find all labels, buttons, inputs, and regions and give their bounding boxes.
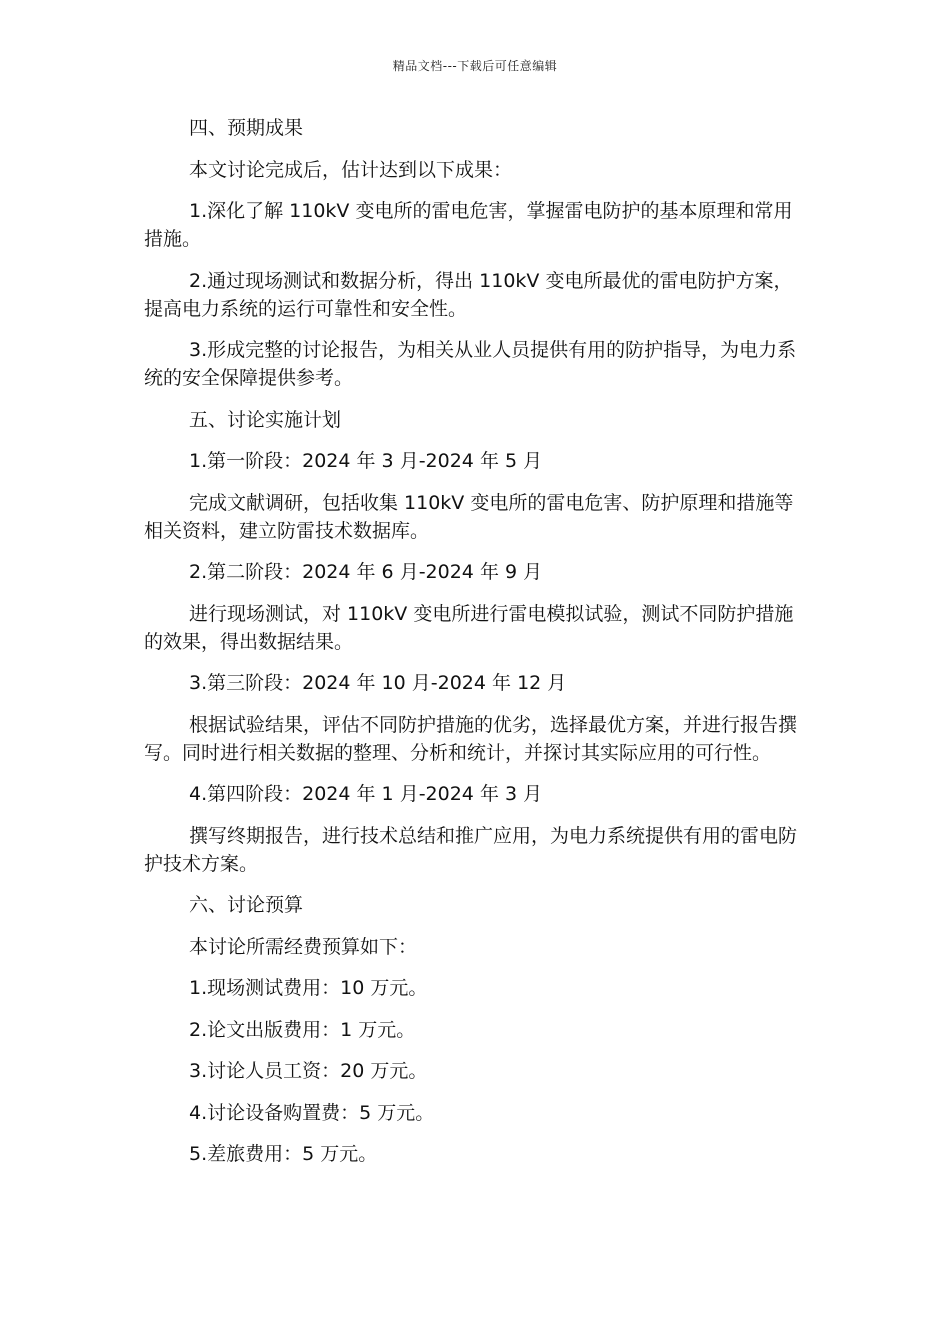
- paragraph: 撰写终期报告，进行技术总结和推广应用，为电力系统提供有用的雷电防护技术方案。: [144, 824, 798, 875]
- document-body: [144, 114, 806, 1182]
- budget-item: 5.差旅费用：5 万元。: [189, 1143, 378, 1165]
- paragraph: 本文讨论完成后，估计达到以下成果：: [189, 158, 513, 181]
- list-item: 2.通过现场测试和数据分析，得出 110kV 变电所最优的雷电防护方案，提高电力系统的运行可靠性和安全性。: [144, 269, 793, 320]
- paragraph: 完成文献调研，包括收集 110kV 变电所的雷电危害、防护原理和措施等相关资料，建立防雷技术数据库。: [144, 491, 794, 542]
- phase-title: 3.第三阶段：2024 年 10 月-2024 年 12 月: [189, 672, 567, 694]
- list-item: 3.形成完整的讨论报告，为相关从业人员提供有用的防护指导，为电力系统的安全保障提供参考。: [144, 339, 797, 389]
- budget-item: 1.现场测试费用：10 万元。: [189, 977, 428, 999]
- budget-item: 2.论文出版费用：1 万元。: [189, 1018, 416, 1041]
- phase-title: 2.第二阶段：2024 年 6 月-2024 年 9 月: [189, 561, 543, 583]
- list-item: 1.深化了解 110kV 变电所的雷电危害，掌握雷电防护的基本原理和常用措施。: [144, 200, 793, 250]
- phase-title: 1.第一阶段：2024 年 3 月-2024 年 5 月: [189, 450, 543, 472]
- budget-item: 3.讨论人员工资：20 万元。: [189, 1060, 428, 1082]
- section-heading-expected-results: 四、预期成果: [189, 117, 304, 139]
- paragraph: 根据试验结果，评估不同防护措施的优劣，选择最优方案，并进行报告撰写。同时进行相关数据的整理、分析和统计，并探讨其实际应用的可行性。: [144, 713, 798, 764]
- section-heading-implementation-plan: 五、讨论实施计划: [189, 408, 342, 431]
- paragraph: 本讨论所需经费预算如下：: [189, 935, 418, 958]
- page-header: 精品文档---下载后可任意编辑: [392, 59, 558, 73]
- phase-title: 4.第四阶段：2024 年 1 月-2024 年 3 月: [189, 783, 543, 805]
- paragraph: 进行现场测试，对 110kV 变电所进行雷电模拟试验，测试不同防护措施的效果，得出数据结果。: [144, 602, 794, 653]
- section-heading-budget: 六、讨论预算: [189, 894, 304, 916]
- budget-item: 4.讨论设备购置费：5 万元。: [189, 1101, 435, 1124]
